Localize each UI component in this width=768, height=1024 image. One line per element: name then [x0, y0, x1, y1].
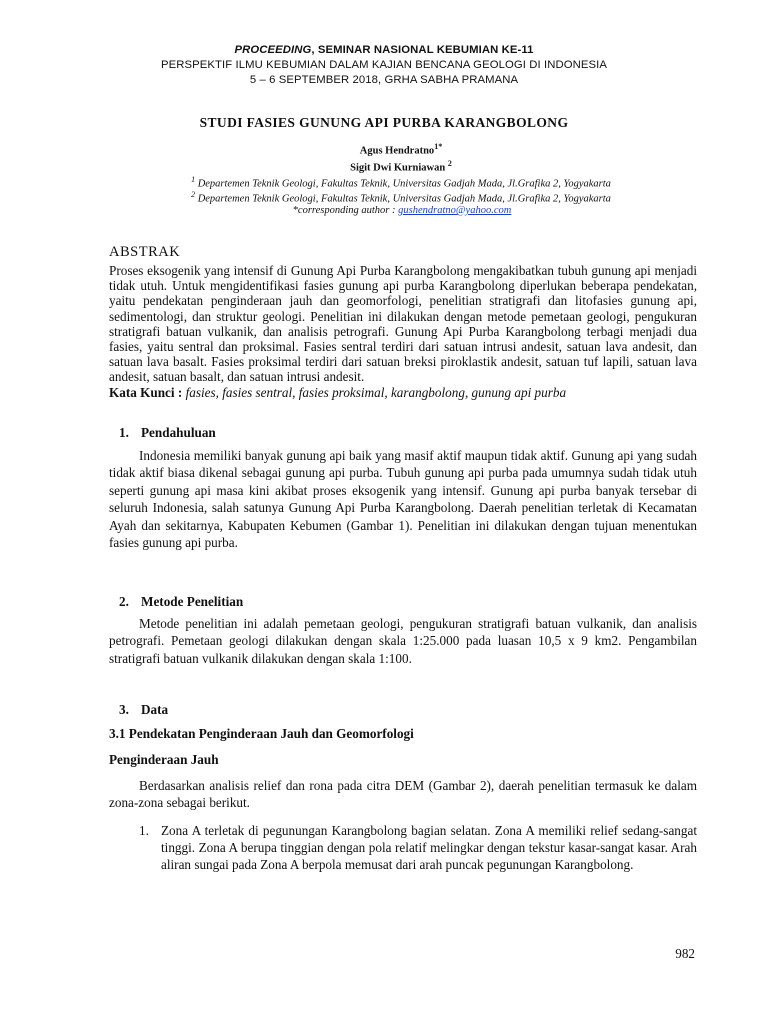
section-title: Pendahuluan — [141, 425, 216, 440]
section-title: Metode Penelitian — [141, 594, 244, 609]
list-item-text: Zona A terletak di pegunungan Karangbolong bagian selatan. Zona A memiliki relief sedang-sangat tinggi. Zona A berupa tinggian dengan pola relatif melingkar dengan tekstur kasar-sangat kasar. Arah aliran sungai pada Zona A berpola memusat dari arah puncak pegunungan Karangbolong. — [161, 823, 697, 872]
affiliation-text: Departemen Teknik Geologi, Fakultas Teknik, Universitas Gadjah Mada, Jl.Grafika 2, Yogyakarta — [195, 193, 611, 205]
pendahuluan-paragraph: Indonesia memiliki banyak gunung api baik yang masif aktif maupun tidak aktif. Gunung api yang sudah tidak aktif biasa dikenal sebagai gunung api purba. Tubuh gunung api purba pada umumnya sudah tidak utuh seperti gunung api masa kini akibat proses eksogenik yang intensif. Gunung api purba banyak tersebar di seluruh Indonesia, salah satunya Gunung Api Purba Karangbolong. Daerah penelitian terletak di Kecamatan Ayah dan sekitarnya, Kabupaten Kebumen (Gambar 1). Penelitian ini dilakukan dengan tujuan menentukan fasies gunung api purba. — [109, 448, 697, 551]
section-number: 3. — [119, 702, 129, 717]
affiliation-1 — [17, 175, 768, 190]
keywords-text: fasies, fasies sentral, fasies proksimal, karangbolong, gunung api purba — [185, 384, 567, 400]
section-heading-pendahuluan — [119, 425, 216, 441]
seminar-theme: PERSPEKTIF ILMU KEBUMIAN DALAM KAJIAN BENCANA GEOLOGI DI INDONESIA — [160, 59, 608, 71]
author-sup: 1* — [434, 142, 443, 151]
author-2 — [17, 159, 768, 174]
author-1 — [17, 142, 768, 157]
author-sup: 2 — [447, 159, 452, 168]
affiliation-sup: 2 — [191, 190, 196, 199]
seminar-date-venue: 5 – 6 SEPTEMBER 2018, GRHA SABHA PRAMANA — [249, 74, 519, 86]
section-heading-data — [119, 702, 168, 718]
list-item-number: 1. — [139, 823, 149, 838]
section-title: Data — [141, 702, 169, 717]
paper-title: STUDI FASIES GUNUNG API PURBA KARANGBOLONG — [199, 115, 569, 130]
penginderaan-paragraph: Berdasarkan analisis relief dan rona pada citra DEM (Gambar 2), daerah penelitian termasuk ke dalam zona-zona sebagai berikut. — [109, 778, 697, 811]
author-name: Agus Hendratno — [359, 145, 435, 157]
affiliation-2 — [17, 190, 768, 205]
affiliation-text: Departemen Teknik Geologi, Fakultas Teknik, Universitas Gadjah Mada, Jl.Grafika 2, Yogyakarta — [195, 178, 611, 190]
author-name: Sigit Dwi Kurniawan — [350, 162, 448, 174]
keywords-label: Kata Kunci : — [109, 384, 186, 400]
corresponding-author — [18, 205, 768, 216]
corresponding-label: *corresponding author : — [292, 205, 399, 216]
abstract-text: Proses eksogenik yang intensif di Gunung Api Purba Karangbolong mengakibatkan tubuh gunung api menjadi tidak utuh. Untuk mengidentifikasi fasies gunung api purba Karangbolong diperlukan beberapa pendekatan, yaitu pendekatan penginderaan jauh dan geomorfologi, penelitian stratigrafi dan litofasies gunung api, sedimentologi, dan struktur geologi. Penelitian ini dilakukan dengan metode pemetaan geologi, pengukuran stratigrafi batuan vulkanik, dan analisis petrografi. Gunung Api Purba Karangbolong terbagi menjadi dua fasies, yaitu sentral dan proksimal. Fasies sentral terdiri dari satuan intrusi andesit, satuan lava andesit, dan satuan lava basalt. Fasies proksimal terdiri dari satuan breksi piroklastik andesit, satuan tuf lapili, satuan lava andesit, satuan basalt, dan satuan intrusi andesit. — [109, 263, 697, 385]
section-heading-metode — [119, 594, 243, 610]
section-number: 1. — [119, 425, 129, 440]
seminar-name: , SEMINAR NASIONAL KEBUMIAN KE-11 — [311, 44, 534, 56]
subsubsection-heading-penginderaan: Penginderaan Jauh — [109, 752, 219, 767]
abstract-body — [109, 263, 697, 400]
affiliation-sup: 1 — [191, 175, 196, 184]
section-number: 2. — [119, 594, 129, 609]
abstract-heading: ABSTRAK — [109, 244, 181, 260]
proceeding-header — [0, 44, 768, 56]
metode-paragraph: Metode penelitian ini adalah pemetaan geologi, pengukuran stratigrafi batuan vulkanik, dan analisis petrografi. Pemetaan geologi dilakukan dengan skala 1:25.000 pada luasan 10,5 x 9 km2. Pengambilan stratigrafi batuan vulkanik dilakukan dengan skala 1:100. — [109, 616, 697, 666]
proceeding-label: PROCEEDING — [234, 44, 312, 56]
subsection-heading-3-1: 3.1 Pendekatan Penginderaan Jauh dan Geomorfologi — [109, 726, 414, 741]
corresponding-email-link[interactable]: gushendratno@yahoo.com — [398, 205, 512, 216]
page-number: 982 — [675, 946, 695, 961]
